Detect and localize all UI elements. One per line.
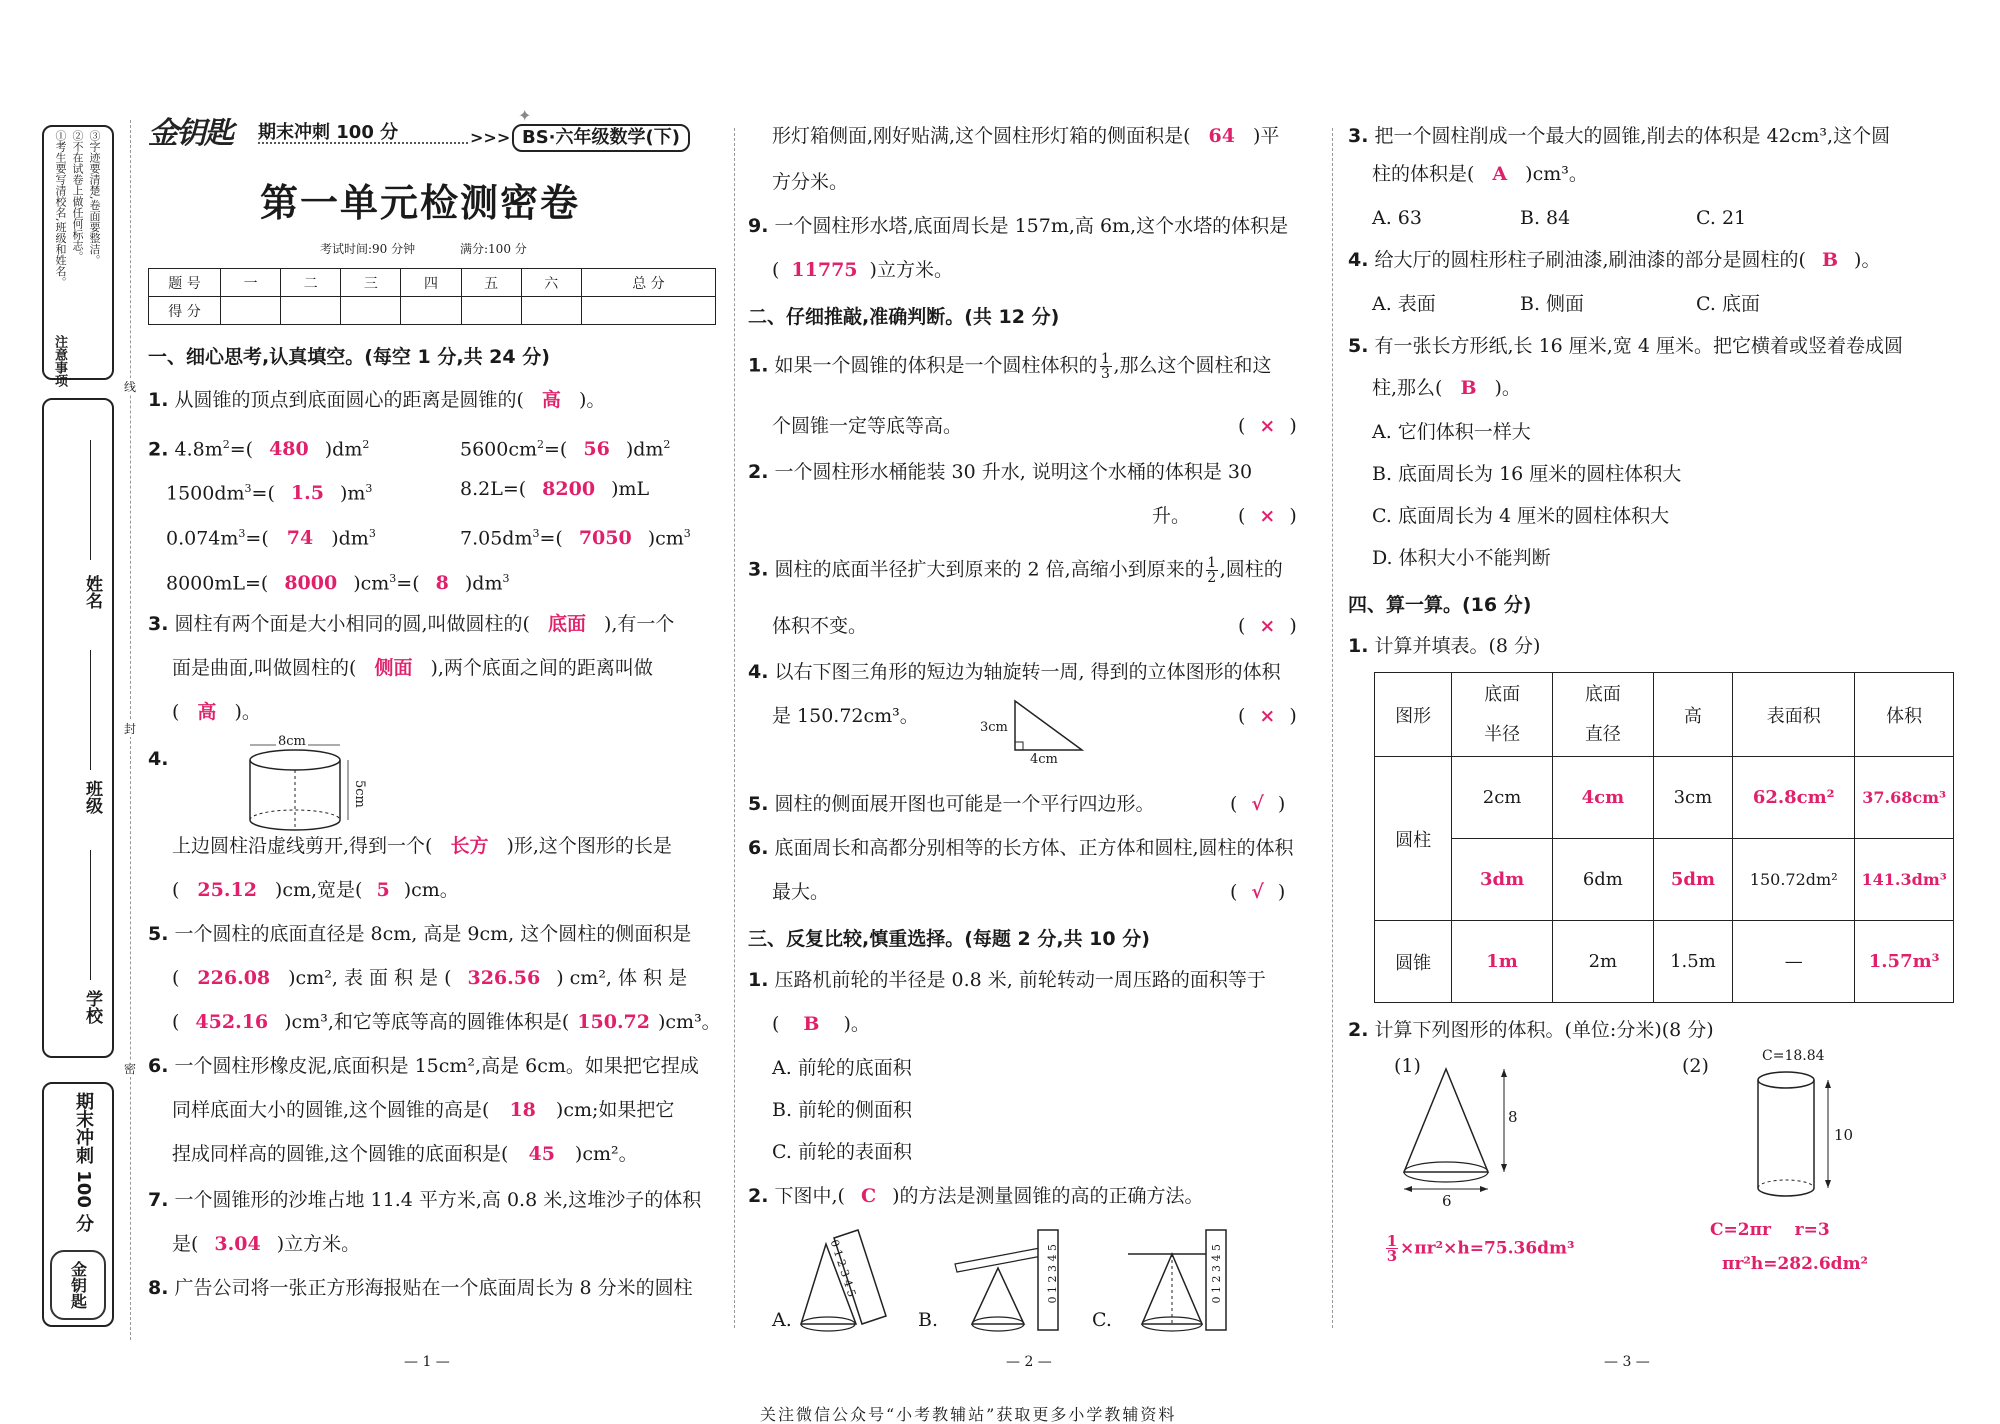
score-cell[interactable]	[461, 297, 521, 325]
judge-mark: √	[1251, 793, 1264, 815]
score-col: 总 分	[581, 269, 715, 297]
cell-answer: 5dm	[1653, 839, 1732, 921]
header-dotted-line	[258, 142, 468, 144]
tri-width-label: 4cm	[1030, 752, 1058, 767]
seal-mark-2: 封	[124, 722, 137, 736]
cell-answer: 141.3dm³	[1855, 839, 1954, 921]
j1-mark: ( × )	[1238, 415, 1297, 437]
exam-time: 考试时间:90 分钟	[320, 242, 416, 256]
answer: 480	[269, 438, 309, 461]
answer: 高	[541, 389, 561, 411]
ruler-c-digits: 0 1 2 3 4 5	[1210, 1244, 1223, 1304]
answer: 3.04	[214, 1233, 261, 1255]
answer: 底面	[547, 613, 586, 635]
score-col: 四	[401, 269, 461, 297]
row-label-cone: 圆锥	[1375, 921, 1452, 1003]
c4-opt-c: C. 底面	[1696, 293, 1760, 315]
cone-answer: $\frac{1}{3}$ ×πr²×h=75.36dm³	[1386, 1232, 1575, 1265]
fig-label-a: A.	[772, 1309, 792, 1331]
cell: —	[1733, 921, 1855, 1003]
grade-tag: BS·六年级数学(下)	[512, 124, 690, 152]
cyl-height-label: 5cm	[352, 780, 367, 808]
c1-opt-a: A. 前轮的底面积	[772, 1057, 912, 1079]
cyl-width-label: 8cm	[278, 734, 306, 749]
judge-mark: √	[1251, 881, 1264, 903]
j1-l1: 1. 如果一个圆锥的体积是一个圆柱体积的 $\frac{1}{3}$ ,那么这个圆柱和这	[748, 351, 1272, 382]
q4-l2: ( 25.12 )cm,宽是( 5 )cm。	[172, 879, 459, 901]
q2-row4: 8000mL=( 8000 )$cm^3=$( 8 )$dm^3$	[166, 572, 510, 595]
score-cell[interactable]	[401, 297, 461, 325]
judge-mark: ×	[1259, 415, 1276, 437]
cell: 6dm	[1552, 839, 1653, 921]
answer: 45	[528, 1143, 555, 1165]
j5-l1: 5. 圆柱的侧面展开图也可能是一个平行四边形。	[748, 793, 1155, 815]
page-title: 第一单元检测密卷	[260, 180, 581, 225]
cell: 2cm	[1452, 757, 1553, 839]
c3-l1: 3. 把一个圆柱削成一个最大的圆锥,削去的体积是 42cm³,这个圆	[1348, 125, 1891, 147]
j3-mark: ( × )	[1238, 615, 1297, 637]
answer: 226.08	[197, 967, 271, 989]
cyl2-circumference-label: C=18.84	[1762, 1048, 1825, 1064]
page-number-3: — 3 —	[1604, 1354, 1650, 1370]
cell-answer: 3dm	[1452, 839, 1553, 921]
score-table	[148, 268, 716, 325]
notice-1: ①考生要写清校名,班级和姓名。	[54, 130, 67, 288]
judge-mark: ×	[1259, 705, 1276, 727]
j4-l2: 是 150.72cm³。	[772, 705, 919, 727]
sparkle-icon: ✦	[518, 106, 532, 125]
c1-l2: ( B )。	[772, 1013, 870, 1035]
th-height: 高	[1653, 673, 1732, 757]
score-cell[interactable]	[281, 297, 341, 325]
answer: 高	[197, 701, 217, 723]
answer: 150.72	[577, 1011, 650, 1033]
q3-l2: 面是曲面,叫做圆柱的( 侧面 ),两个底面之间的距离叫做	[172, 657, 653, 679]
arrows-icon: >>>	[470, 128, 511, 147]
answer: 11775	[791, 259, 858, 281]
ruler-a-digits: 0 1 2 3 4 5	[827, 1238, 859, 1299]
answer: 452.16	[195, 1011, 269, 1033]
c2-l1: 2. 下图中,( C )的方法是测量圆锥的高的正确方法。	[748, 1185, 1204, 1207]
answer: 5	[376, 879, 390, 901]
answer: 64	[1208, 125, 1235, 147]
answer: B	[1460, 377, 1477, 399]
answer: 侧面	[374, 657, 413, 679]
j3-l2: 体积不变。	[772, 615, 868, 637]
brand-logo: 金钥匙	[148, 116, 232, 151]
c5-l2: 柱,那么( B )。	[1372, 377, 1521, 399]
c5-l1: 5. 有一张长方形纸,长 16 厘米,宽 4 厘米。把它横着或竖着卷成圆	[1348, 335, 1904, 357]
cyl2-answer-1: C=2πr r=3	[1710, 1220, 1830, 1240]
notice-3: ③字迹要清楚,卷面要整洁。	[88, 130, 101, 266]
cell-answer: 4cm	[1552, 757, 1653, 839]
q2-row2-b: 8.2L=( 8200 )mL	[460, 478, 650, 500]
q4-l1: 上边圆柱沿虚线剪开,得到一个( 长方 )形,这个图形的长是	[172, 835, 672, 857]
q9-l2: ( 11775 )立方米。	[772, 259, 953, 281]
q3-l1: 3. 圆柱有两个面是大小相同的圆,叫做圆柱的( 底面 ),有一个	[148, 613, 675, 635]
score-header: 题 号	[149, 269, 221, 297]
score-cell[interactable]	[521, 297, 581, 325]
cone-diameter-label: 6	[1442, 1192, 1452, 1210]
section-2-title: 二、仔细推敲,准确判断。(共 12 分)	[748, 306, 1060, 328]
q2-row3: $0.074m^3=$( 74 )$dm^3$	[166, 527, 376, 550]
answer: 326.56	[467, 967, 541, 989]
score-row-label: 得 分	[149, 297, 221, 325]
j3-l1: 3. 圆柱的底面半径扩大到原来的 2 倍,高缩小到原来的 $\frac{1}{2}$ ,圆柱的	[748, 555, 1283, 586]
page-number-2: — 2 —	[1006, 1354, 1052, 1370]
column-divider-2	[1332, 128, 1333, 1328]
q5-l2: ( 226.08 )cm², 表 面 积 是 ( 326.56 ) cm², 体 积 是	[172, 967, 688, 989]
j6-mark: ( √ )	[1230, 881, 1286, 903]
th-radius: 底面半径	[1452, 673, 1553, 757]
j1-l2: 个圆锥一定等底等高。	[772, 415, 963, 437]
q6-l1: 6. 一个圆柱形橡皮泥,底面积是 15cm²,高是 6cm。如果把它捏成	[148, 1055, 699, 1077]
answer: A	[1492, 163, 1508, 185]
c3-opt-a: A. 63	[1372, 207, 1422, 229]
cone-figure	[1396, 1064, 1526, 1214]
cyl2-answer-2: πr²h=282.6dm²	[1722, 1254, 1869, 1274]
j2-l1: 2. 一个圆柱形水桶能装 30 升水, 说明这个水桶的体积是 30	[748, 461, 1253, 483]
q3-l3: ( 高 )。	[172, 701, 261, 723]
seal-mark-1: 线	[124, 380, 137, 394]
section-1-title: 一、细心思考,认真填空。(每空 1 分,共 24 分)	[148, 346, 550, 368]
series-label: 期末冲刺 100 分	[258, 122, 399, 143]
answer: 8200	[542, 478, 596, 500]
c3-opt-c: C. 21	[1696, 207, 1747, 229]
q5-l3: ( 452.16 )cm³,和它等底等高的圆锥体积是( 150.72 )cm³。	[172, 1011, 721, 1033]
score-col: 五	[461, 269, 521, 297]
notice-title: 注意事项	[52, 335, 67, 387]
full-score: 满分:100 分	[460, 242, 527, 256]
q5-l1: 5. 一个圆柱的底面直径是 8cm, 高是 9cm, 这个圆柱的侧面积是	[148, 923, 692, 945]
field-name-line[interactable]	[90, 440, 91, 560]
column-divider-1	[734, 128, 735, 1328]
cone-height-label: 8	[1508, 1108, 1518, 1126]
score-cell[interactable]	[221, 297, 281, 325]
score-col: 六	[521, 269, 581, 297]
fig-label-b: B.	[918, 1309, 939, 1331]
j4-l1: 4. 以右下图三角形的短边为轴旋转一周, 得到的立体图形的体积	[748, 661, 1281, 683]
j2-mark: ( × )	[1238, 505, 1297, 527]
q8-l3: 方分米。	[772, 171, 849, 193]
row-label-cylinder: 圆柱	[1375, 757, 1452, 921]
c3-l2: 柱的体积是( A )cm³。	[1372, 163, 1588, 185]
j4-mark: ( × )	[1238, 705, 1297, 727]
th-diameter: 底面直径	[1552, 673, 1653, 757]
tri-height-label: 3cm	[980, 720, 1008, 735]
answer: C	[860, 1185, 877, 1207]
c4-opt-a: A. 表面	[1372, 293, 1436, 315]
q2-row2: $1500dm^3=$( 1.5 )$m^3$	[166, 482, 373, 505]
cylinder-figure	[240, 740, 370, 840]
cell: 150.72dm²	[1733, 839, 1855, 921]
seal-mark-3: 密	[124, 1062, 137, 1076]
k2-l1: 2. 计算下列图形的体积。(单位:分米)(8 分)	[1348, 1019, 1714, 1041]
field-school-label: 学校	[82, 990, 102, 1024]
student-info-box	[42, 398, 114, 1058]
cyl2-height-label: 10	[1834, 1126, 1854, 1144]
c5-opt-c: C. 底面周长为 4 厘米的圆柱体积大	[1372, 505, 1670, 527]
c4-opt-b: B. 侧面	[1520, 293, 1585, 315]
cell-answer: 1.57m³	[1855, 921, 1954, 1003]
score-cell[interactable]	[581, 297, 715, 325]
score-col: 二	[281, 269, 341, 297]
q8-l1: 8. 广告公司将一张正方形海报贴在一个底面周长为 8 分米的圆柱	[148, 1277, 693, 1299]
cell-answer: 37.68cm³	[1855, 757, 1954, 839]
c3-opt-b: B. 84	[1520, 207, 1571, 229]
q7-l2: 是( 3.04 )立方米。	[172, 1233, 361, 1255]
cell-answer: 1m	[1452, 921, 1553, 1003]
j2-l2: 升。	[1152, 505, 1191, 527]
q4-num: 4.	[148, 748, 169, 770]
q1: 1. 从圆锥的顶点到底面圆心的距离是圆锥的( 高 )。	[148, 389, 606, 411]
answer: B	[1821, 249, 1839, 271]
section-3-title: 三、反复比较,慎重选择。(每题 2 分,共 10 分)	[748, 928, 1150, 950]
fig1-label: (1)	[1394, 1055, 1421, 1077]
triangle-figure	[1010, 696, 1090, 756]
side-logo: 金钥匙	[50, 1250, 106, 1320]
score-cell[interactable]	[341, 297, 401, 325]
score-col: 三	[341, 269, 401, 297]
judge-mark: ×	[1259, 505, 1276, 527]
q2-row3-b: $7.05dm^3=$( 7050 )$cm^3$	[460, 527, 691, 550]
cell: 2m	[1552, 921, 1653, 1003]
c1-opt-c: C. 前轮的表面积	[772, 1141, 912, 1163]
answer: 56	[583, 438, 610, 461]
q8-l2: 形灯箱侧面,刚好贴满,这个圆柱形灯箱的侧面积是( 64 )平	[772, 125, 1280, 147]
fig-label-c: C.	[1092, 1309, 1112, 1331]
judge-mark: ×	[1259, 615, 1276, 637]
field-name-label: 姓名	[82, 575, 102, 609]
field-school-line[interactable]	[90, 850, 91, 980]
answer: 8000	[284, 572, 338, 595]
ruler-b-digits: 0 1 2 3 4 5	[1046, 1244, 1059, 1304]
th-surface: 表面积	[1733, 673, 1855, 757]
th-shape: 图形	[1375, 673, 1452, 757]
fig2-label: (2)	[1682, 1055, 1709, 1077]
c5-opt-d: D. 体积大小不能判断	[1372, 547, 1551, 569]
c4-l1: 4. 给大厅的圆柱形柱子刷油漆,刷油漆的部分是圆柱的( B )。	[1348, 249, 1881, 271]
q2-row1-b: $5600cm^2=$( 56 )$dm^2$	[460, 438, 671, 461]
side-series: 期末冲刺 100 分	[73, 1092, 94, 1233]
j5-mark: ( √ )	[1230, 793, 1286, 815]
answer: 长方	[450, 835, 489, 857]
score-col: 一	[221, 269, 281, 297]
answer: 7050	[578, 527, 632, 550]
q6-l3: 捏成同样高的圆锥,这个圆锥的底面积是( 45 )cm²。	[172, 1143, 638, 1165]
field-class-label: 班级	[82, 780, 102, 814]
page-number-1: — 1 —	[404, 1354, 450, 1370]
th-volume: 体积	[1855, 673, 1954, 757]
c1-opt-b: B. 前轮的侧面积	[772, 1099, 913, 1121]
q7-l1: 7. 一个圆锥形的沙堆占地 11.4 平方米,高 0.8 米,这堆沙子的体积	[148, 1189, 702, 1211]
j6-l2: 最大。	[772, 881, 830, 903]
answer: 18	[509, 1099, 536, 1121]
q6-l2: 同样底面大小的圆锥,这个圆锥的高是( 18 )cm;如果把它	[172, 1099, 675, 1121]
c5-opt-b: B. 底面周长为 16 厘米的圆柱体积大	[1372, 463, 1682, 485]
answer: 8	[435, 572, 449, 595]
cell: 1.5m	[1653, 921, 1732, 1003]
section-4-title: 四、算一算。(16 分)	[1348, 594, 1532, 616]
answer: 1.5	[290, 482, 324, 505]
k1-l1: 1. 计算并填表。(8 分)	[1348, 635, 1541, 657]
notice-2: ②不在试卷上做任何标志。	[71, 130, 84, 262]
calc-table	[1374, 672, 1954, 1003]
answer: 25.12	[197, 879, 257, 901]
measure-figure-b	[950, 1224, 1080, 1334]
answer: B	[803, 1013, 820, 1035]
answer: 74	[286, 527, 314, 550]
j6-l1: 6. 底面周长和高都分别相等的长方体、正方体和圆柱,圆柱的体积	[748, 837, 1294, 859]
footer-note: 关注微信公众号“小考教辅站”获取更多小学教辅资料	[760, 1405, 1177, 1424]
c5-opt-a: A. 它们体积一样大	[1372, 421, 1531, 443]
cell-answer: 62.8cm²	[1733, 757, 1855, 839]
cell: 3cm	[1653, 757, 1732, 839]
c1-l1: 1. 压路机前轮的半径是 0.8 米, 前轮转动一周压路的面积等于	[748, 969, 1266, 991]
q9-l1: 9. 一个圆柱形水塔,底面周长是 157m,高 6m,这个水塔的体积是	[748, 215, 1289, 237]
field-class-line[interactable]	[90, 650, 91, 770]
q2-row1: 2. $4.8m^2=$( 480 )$dm^2$	[148, 438, 370, 461]
